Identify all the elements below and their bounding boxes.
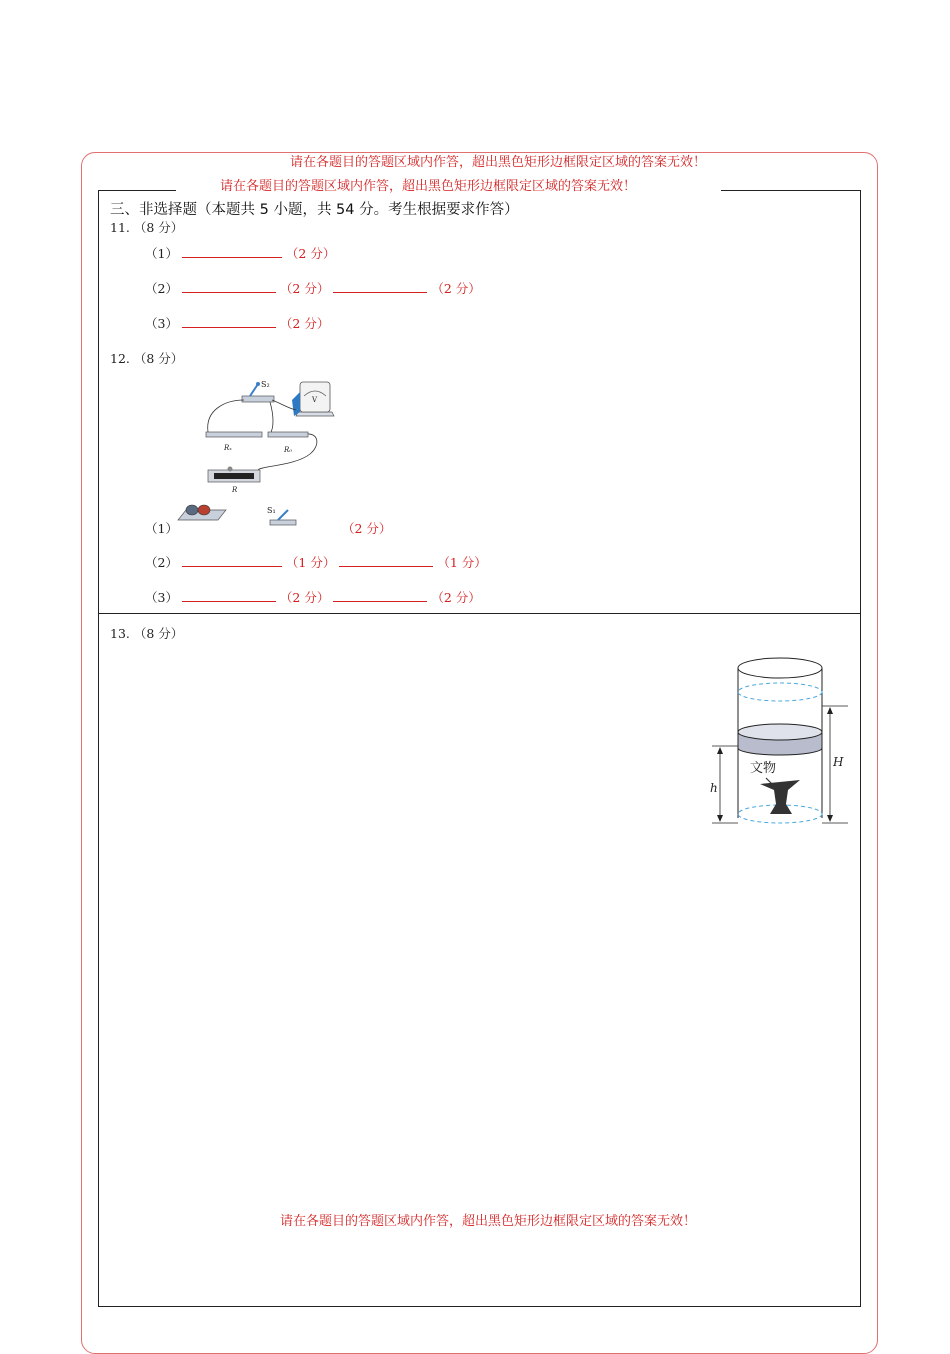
q11-item-3 bbox=[145, 314, 329, 332]
switch-s2-base bbox=[242, 396, 274, 402]
q12-item-3-score-a: （2 分） bbox=[279, 590, 330, 605]
battery-cell bbox=[186, 505, 198, 515]
q11-item-1-label: （1） bbox=[145, 246, 178, 261]
q11-item-2-label: （2） bbox=[145, 281, 178, 296]
q12-item-1-label-wrap bbox=[145, 519, 178, 537]
q12-item-1-score: （2 分） bbox=[342, 521, 392, 536]
wire bbox=[208, 400, 244, 432]
answer-blank[interactable] bbox=[182, 280, 276, 293]
switch-s1-base bbox=[270, 520, 296, 525]
answer-blank[interactable] bbox=[339, 554, 433, 567]
circuit-diagram bbox=[170, 370, 370, 530]
resistor-r0 bbox=[268, 432, 308, 437]
answer-blank[interactable] bbox=[333, 589, 427, 602]
label-s1: S₁ bbox=[267, 506, 276, 515]
answer-blank[interactable] bbox=[182, 245, 282, 258]
answer-blank[interactable] bbox=[182, 315, 276, 328]
q13-header bbox=[110, 624, 183, 642]
q12-item-2-score-a: （1 分） bbox=[285, 555, 336, 570]
q11-item-2-score-b: （2 分） bbox=[431, 281, 481, 296]
label-r0: R₀ bbox=[284, 446, 293, 454]
q11-item-3-label: （3） bbox=[145, 316, 178, 331]
q12-score: （8 分） bbox=[133, 351, 184, 366]
voltmeter-label: V bbox=[312, 396, 318, 404]
q12-item-2-label: （2） bbox=[145, 555, 178, 570]
q12-item-2 bbox=[145, 553, 487, 571]
warning-text-top: 请在各题目的答题区域内作答，超出黑色矩形边框限定区域的答案无效！ bbox=[220, 175, 636, 194]
section-heading: 三、非选择题（本题共 5 小题，共 54 分。考生根据要求作答） bbox=[110, 202, 519, 218]
switch-s1-lever bbox=[278, 510, 288, 520]
q11-item-1 bbox=[145, 244, 335, 262]
q11-header bbox=[110, 218, 183, 236]
q12-number: 12. bbox=[110, 351, 130, 366]
label-rx: Rₓ bbox=[224, 444, 232, 452]
q12-item-3 bbox=[145, 588, 481, 606]
q11-item-3-score: （2 分） bbox=[279, 316, 330, 331]
resistor-rx bbox=[206, 432, 262, 437]
label-H: H bbox=[833, 755, 844, 769]
battery-cell bbox=[198, 505, 210, 515]
q12-item-3-label: （3） bbox=[145, 590, 178, 605]
cylinder-top bbox=[738, 658, 822, 678]
warning-text-bottom: 请在各题目的答题区域内作答，超出黑色矩形边框限定区域的答案无效！ bbox=[280, 1214, 697, 1229]
q12-item-2-score-b: （1 分） bbox=[437, 555, 487, 570]
q12-header bbox=[110, 349, 183, 367]
q11-number: 11. bbox=[110, 220, 130, 235]
q12-item-1-label: （1） bbox=[145, 521, 178, 536]
label-r: R bbox=[232, 486, 238, 494]
q13-score: （8 分） bbox=[133, 626, 184, 641]
q12-item-3-score-b: （2 分） bbox=[431, 590, 481, 605]
answer-blank[interactable] bbox=[182, 554, 282, 567]
answer-blank[interactable] bbox=[182, 589, 276, 602]
label-artifact: 文物 bbox=[750, 761, 777, 776]
q13-number: 13. bbox=[110, 626, 130, 641]
artifact-vessel bbox=[760, 780, 800, 814]
label-s2: S₂ bbox=[261, 380, 270, 389]
warning-text-clipped: 请在各题目的答题区域内作答，超出黑色矩形边框限定区域的答案无效！ bbox=[290, 155, 707, 170]
label-h: h bbox=[710, 781, 718, 795]
q11-item-2 bbox=[145, 279, 481, 297]
answer-blank[interactable] bbox=[333, 280, 427, 293]
q11-item-1-score: （2 分） bbox=[285, 246, 336, 261]
wire bbox=[270, 402, 273, 434]
q11-item-2-score-a: （2 分） bbox=[279, 281, 330, 296]
switch-s2-lever bbox=[250, 384, 258, 396]
cylinder-figure bbox=[700, 652, 860, 836]
q11-score: （8 分） bbox=[133, 220, 184, 235]
